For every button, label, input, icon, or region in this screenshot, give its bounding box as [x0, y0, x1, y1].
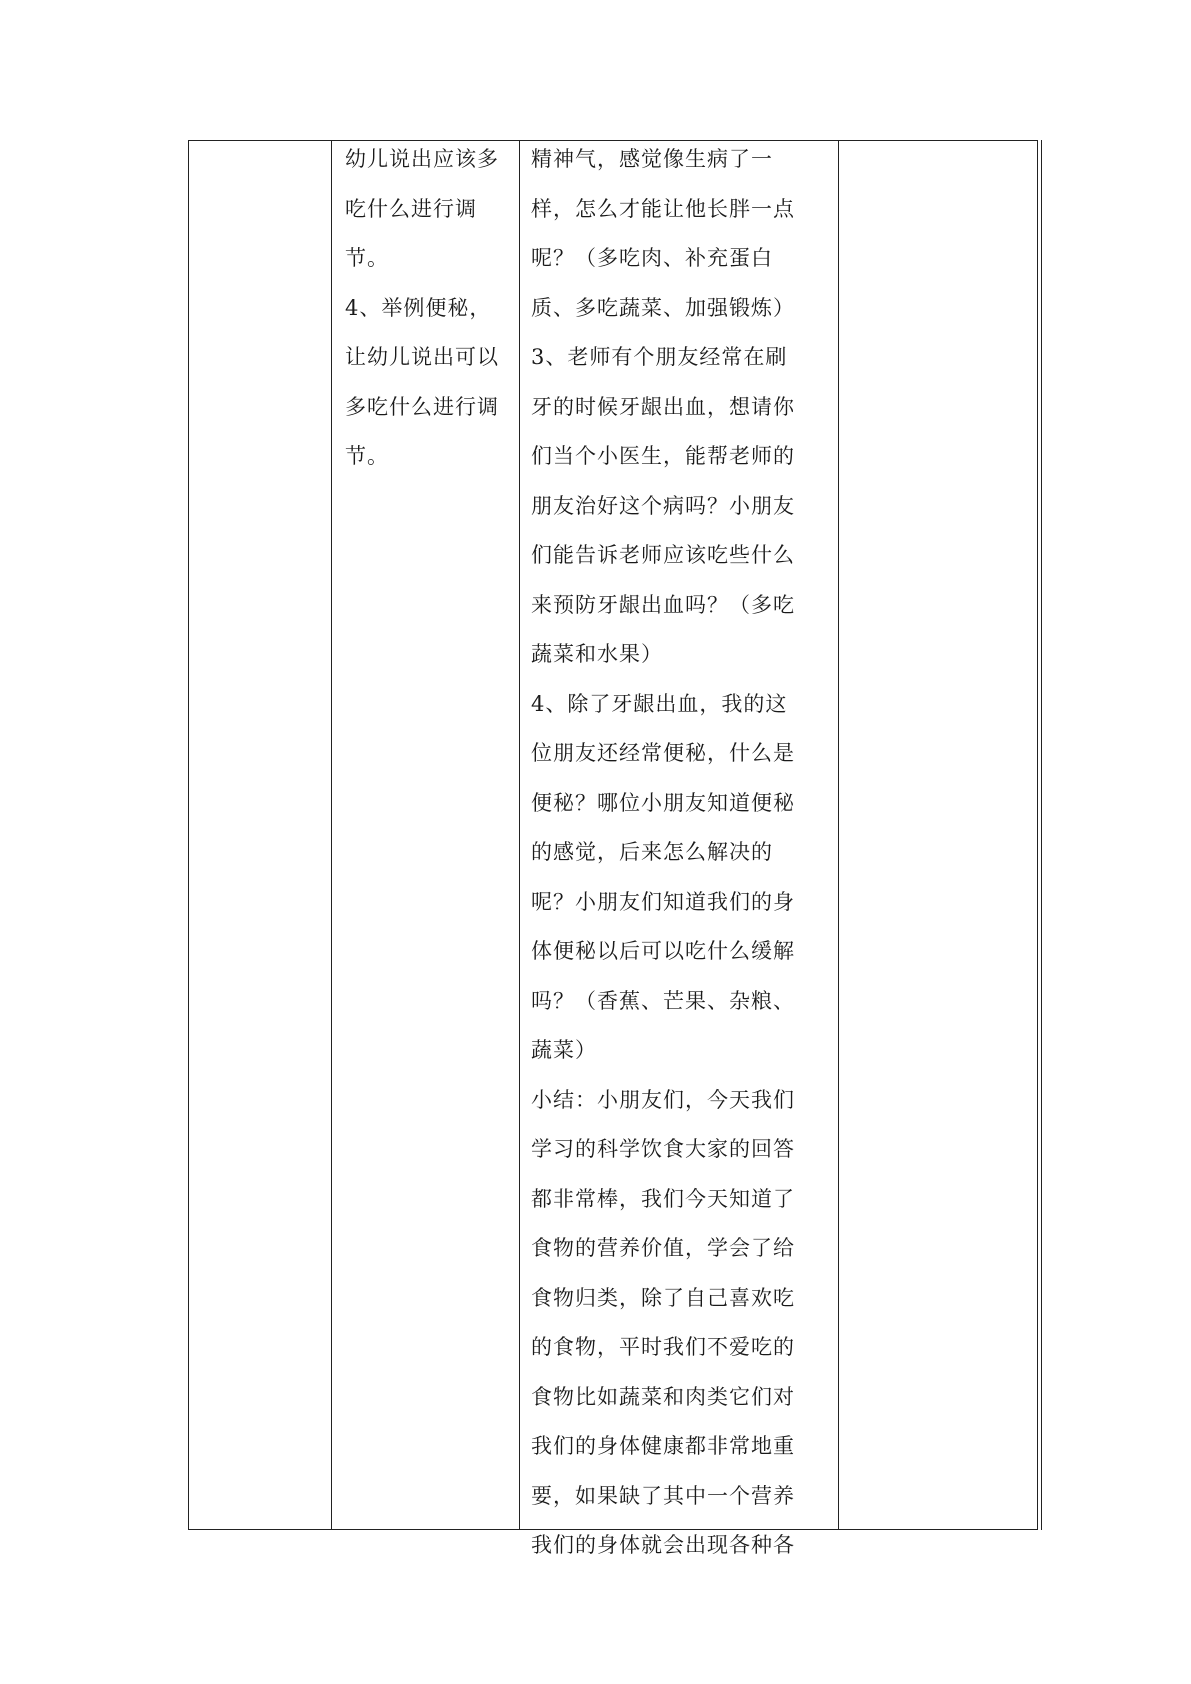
column-2-text [332, 135, 519, 482]
text-line: 来预防牙龈出血吗？（多吃 [531, 592, 795, 617]
text-line: 蔬菜和水果） [531, 642, 663, 666]
text-line: 吃什么进行调 [345, 196, 477, 221]
table-column-1 [189, 141, 332, 1529]
text-line: 食物比如蔬菜和肉类它们对 [531, 1384, 795, 1409]
column-3-text [520, 135, 838, 1571]
text-line: 节。 [345, 246, 389, 270]
text-line: 多吃什么进行调 [345, 394, 499, 419]
text-line: 都非常棒，我们今天知道了 [531, 1186, 795, 1211]
table-column-2 [332, 141, 520, 1529]
text-line: 的感觉，后来怎么解决的 [531, 840, 773, 864]
text-line: 的食物，平时我们不爱吃的 [531, 1335, 795, 1359]
text-line: 4、除了牙龈出血，我的这 [531, 691, 788, 716]
text-line: 牙的时候牙龈出血，想请你 [531, 394, 795, 419]
text-line: 学习的科学饮食大家的回答 [531, 1137, 795, 1161]
text-line: 体便秘以后可以吃什么缓解 [531, 939, 795, 963]
text-line: 精神气，感觉像生病了一 [531, 147, 773, 171]
text-line: 们当个小医生，能帮老师的 [531, 444, 795, 468]
text-line: 我们的身体就会出现各种各 [531, 1533, 795, 1557]
text-line: 要，如果缺了其中一个营养 [531, 1483, 795, 1508]
text-line: 们能告诉老师应该吃些什么 [531, 543, 795, 567]
text-line: 食物归类，除了自己喜欢吃 [531, 1285, 795, 1310]
table-column-3 [520, 141, 839, 1557]
text-line: 位朋友还经常便秘，什么是 [531, 741, 795, 765]
text-line: 4、举例便秘， [345, 295, 492, 320]
text-line: 呢？小朋友们知道我们的身 [531, 889, 795, 914]
text-line: 样，怎么才能让他长胖一点 [531, 196, 795, 221]
text-line: 小结：小朋友们，今天我们 [531, 1087, 795, 1112]
text-line: 朋友治好这个病吗？小朋友 [531, 493, 795, 518]
text-line: 蔬菜） [531, 1038, 597, 1062]
text-line: 质、多吃蔬菜、加强锻炼） [531, 295, 795, 320]
text-line: 3、老师有个朋友经常在刷 [531, 345, 788, 369]
text-line: 幼儿说出应该多 [345, 147, 499, 171]
text-line: 便秘？哪位小朋友知道便秘 [531, 790, 795, 815]
text-line: 节。 [345, 444, 389, 468]
table-column-4 [839, 141, 1036, 1529]
lesson-table [188, 140, 1038, 1557]
text-line: 吗？（香蕉、芒果、杂粮、 [531, 988, 795, 1013]
text-line: 呢？（多吃肉、补充蛋白 [531, 246, 773, 270]
text-line: 我们的身体健康都非常地重 [531, 1434, 795, 1458]
text-line: 食物的营养价值，学会了给 [531, 1236, 795, 1260]
text-line: 让幼儿说出可以 [345, 345, 499, 369]
